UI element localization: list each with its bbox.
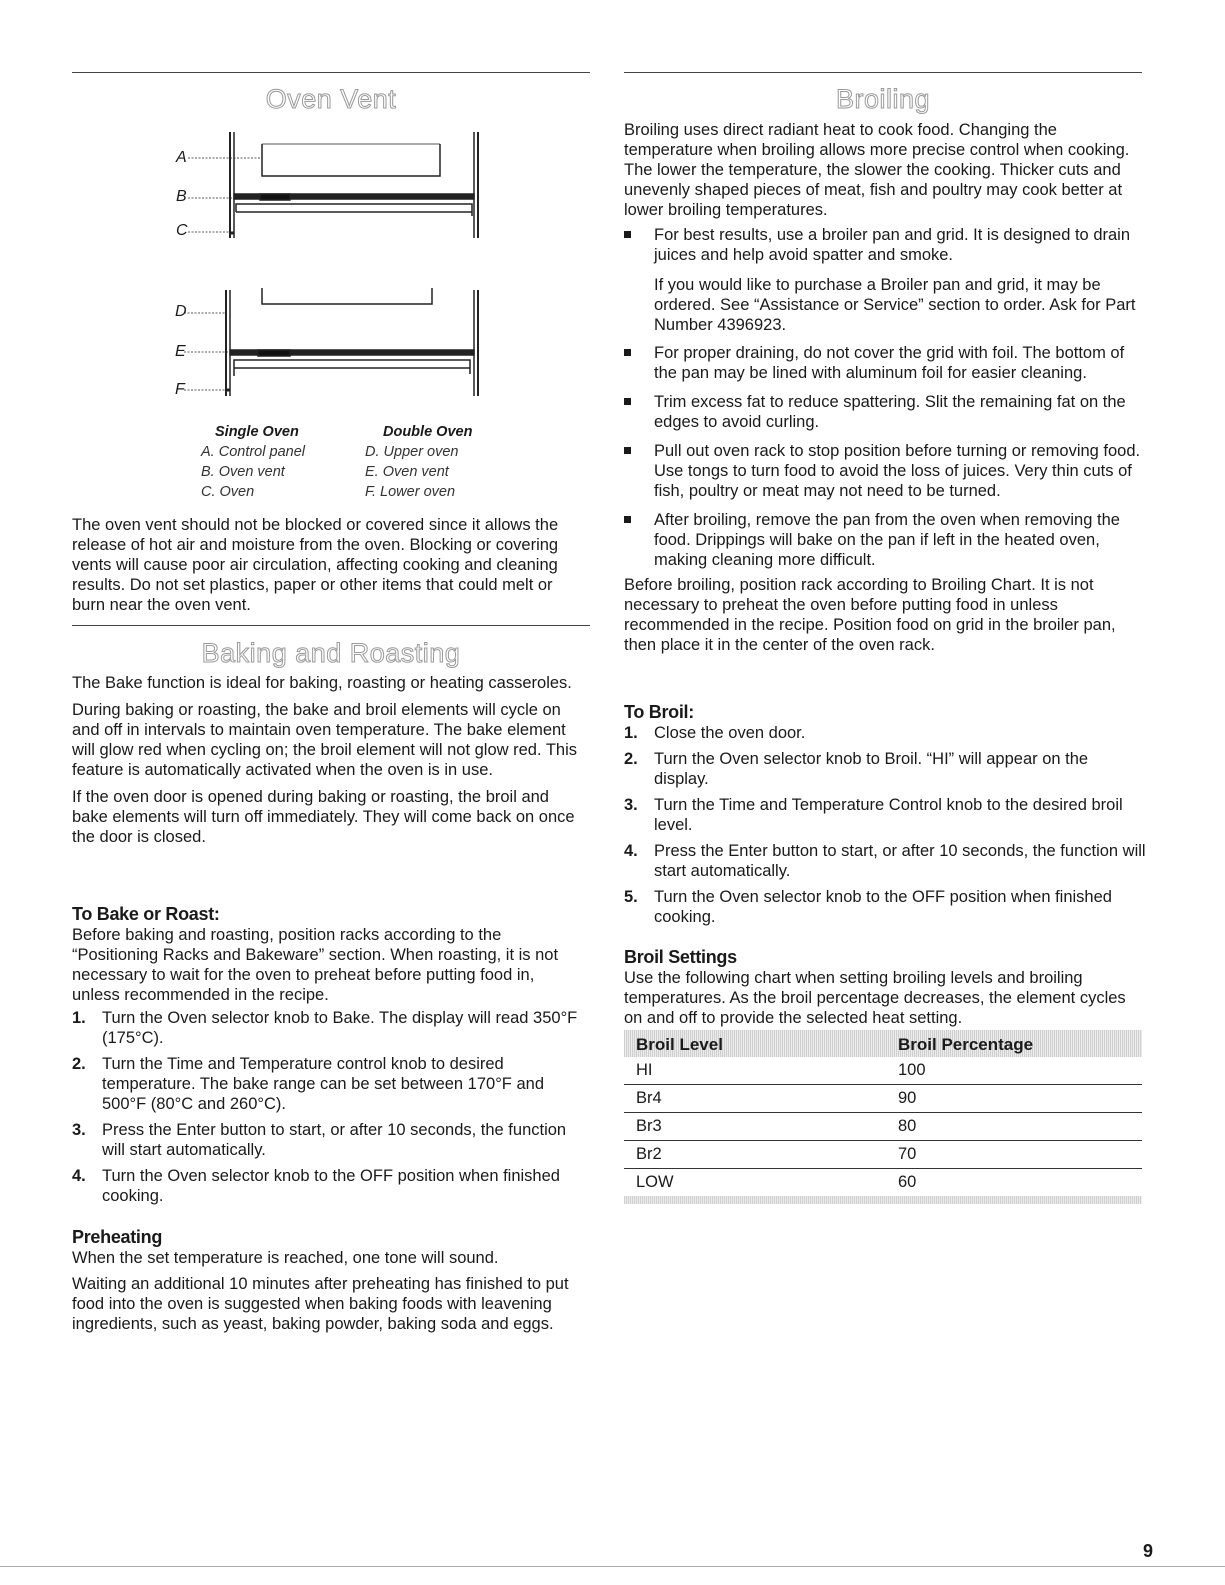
list-item: 5. Turn the Oven selector knob to the OFF position when finished cooking. (624, 888, 1112, 926)
list-item: 3. Press the Enter button to start, or after 10 seconds, the function will start automatically. (72, 1121, 567, 1159)
oven-vent-title: Oven Vent (265, 84, 397, 114)
label-f: F (175, 381, 185, 398)
legend-single-heading: Single Oven (215, 424, 299, 440)
list-item: Trim excess fat to reduce spattering. Slit the remaining fat on the edges to avoid curling. (624, 392, 1146, 432)
baking-title: Baking and Roasting (201, 638, 461, 668)
broil-settings-intro: Use the following chart when setting broiling levels and broiling temperatures. As the broil percentage decreases, the element cycles on and off to provide the selected heat setting. (624, 969, 1126, 1027)
table-row: Br2 70 (624, 1141, 1142, 1169)
rule-baking (72, 625, 590, 626)
broiling-intro: Broiling uses direct radiant heat to cook food. Changing the temperature when broiling allows more precise control when cooking. The lower the temperature, the slower the cooking. Thicker cuts and unevenly shaped pieces of meat, fish and poultry may cook better at lower broiling temperatures. (624, 121, 1130, 219)
legend-item-c: C. Oven (201, 484, 255, 500)
bake-steps (72, 1008, 582, 1206)
list-item: 1. Close the oven door. (624, 724, 806, 742)
broil-settings-table (624, 1033, 1142, 1196)
col-header-level: Broil Level (624, 1033, 886, 1057)
preheating-para-1: When the set temperature is reached, one tone will sound. (72, 1249, 499, 1267)
list-item: 2. Turn the Time and Temperature control knob to desired temperature. The bake range can be set between 170°F and 500°F (80°C and 260°C). (72, 1055, 545, 1113)
broiling-after-bullets: Before broiling, position rack according to Broiling Chart. It is not necessary to preheat the oven before putting food in unless recommended in the recipe. Position food on grid in the broiler pan, then place it in the center of the oven rack. (624, 576, 1116, 654)
broiling-title: Broiling (835, 84, 931, 114)
baking-para-2: During baking or roasting, the bake and broil elements will cycle on and off in intervals to maintain oven temperature. The bake element will glow red when cycling on; the broil element will not glow red. This feature is automatically activated when the oven is in use. (72, 701, 578, 779)
to-bake-intro: Before baking and roasting, position racks according to the “Positioning Racks and Bakeware” section. When roasting, it is not necessary to wait for the oven to preheat before putting food in, unless recommended in the recipe. (72, 926, 559, 1004)
list-item: 1. Turn the Oven selector knob to Bake. The display will read 350°F (175°C). (72, 1009, 578, 1047)
broil-steps (624, 723, 1146, 927)
legend-item-b: B. Oven vent (201, 464, 285, 480)
preheating-heading: Preheating (72, 1227, 163, 1247)
table-row: Br4 90 (624, 1085, 1142, 1113)
baking-para-1: The Bake function is ideal for baking, roasting or heating casseroles. (72, 674, 572, 692)
bullet-icon (624, 349, 631, 356)
legend-item-a: A. Control panel (201, 444, 305, 460)
oven-vent-paragraph: The oven vent should not be blocked or covered since it allows the release of hot air and moisture from the oven. Blocking or covering vents will cause poor air circulation, affecting cooking and cleaning results. Do not set plastics, paper or other items that could melt or burn near the oven vent. (72, 516, 559, 614)
legend-item-d: D. Upper oven (365, 444, 459, 460)
to-bake-heading: To Bake or Roast: (72, 904, 220, 924)
table-bottom-shade (624, 1196, 1142, 1204)
list-item: 3. Turn the Time and Temperature Control knob to the desired broil level. (624, 796, 1123, 834)
preheating-para-2: Waiting an additional 10 minutes after preheating has finished to put food into the oven is suggested when baking foods with leavening ingredients, such as yeast, baking powder, baking soda and eggs. (72, 1275, 569, 1333)
list-item: 4. Press the Enter button to start, or after 10 seconds, the function will start automatically. (624, 842, 1146, 880)
to-broil-heading: To Broil: (624, 702, 694, 722)
bullet-icon (624, 447, 631, 454)
table-row: HI 100 (624, 1057, 1142, 1085)
list-item: After broiling, remove the pan from the oven when removing the food. Drippings will bake on the pan if left in the heated oven, making cleaning more difficult. (624, 510, 1146, 570)
label-e: E (175, 343, 186, 360)
label-d: D (175, 303, 187, 320)
page-number: 9 (1142, 1541, 1153, 1561)
list-item: Pull out oven rack to stop position before turning or removing food. Use tongs to turn food to avoid the loss of juices. Very thin cuts of fish, poultry or meat may not need to be turned. (624, 441, 1146, 501)
bottom-rule (0, 1566, 1225, 1567)
diagram-legend (175, 422, 555, 502)
baking-para-3: If the oven door is opened during baking or roasting, the broil and bake elements will turn off immediately. They will come back on once the door is closed. (72, 788, 575, 846)
bullet-icon (624, 231, 631, 238)
table-header-row (624, 1033, 1142, 1057)
broiling-tips (624, 225, 1146, 265)
list-item: For best results, use a broiler pan and grid. It is designed to drain juices and help avoid spatter and smoke. (624, 225, 1146, 265)
legend-double-heading: Double Oven (383, 424, 473, 440)
top-rule-left (72, 72, 590, 73)
broiler-purchase-note: If you would like to purchase a Broiler pan and grid, it may be ordered. See “Assistance or Service” section to order. Ask for Part Number 4396923. (654, 276, 1136, 334)
top-rule-right (624, 72, 1142, 73)
oven-vent-diagram (170, 128, 490, 408)
col-header-percentage: Broil Percentage (886, 1033, 1142, 1057)
list-item: For proper draining, do not cover the grid with foil. The bottom of the pan may be lined with aluminum foil for easier cleaning. (624, 343, 1146, 383)
broiling-tips-cont (624, 343, 1146, 570)
label-c: C (176, 222, 188, 239)
label-a: A (176, 149, 187, 166)
bullet-icon (624, 516, 631, 523)
table-row: LOW 60 (636, 1173, 917, 1191)
list-item: 2. Turn the Oven selector knob to Broil. “HI” will appear on the display. (624, 750, 1089, 788)
legend-item-f: F. Lower oven (365, 484, 456, 500)
list-item: 4. Turn the Oven selector knob to the OFF position when finished cooking. (72, 1167, 560, 1205)
table-row: Br3 80 (624, 1113, 1142, 1141)
legend-item-e: E. Oven vent (365, 464, 449, 480)
broil-settings-heading: Broil Settings (624, 947, 737, 967)
label-b: B (176, 188, 187, 205)
bullet-icon (624, 398, 631, 405)
